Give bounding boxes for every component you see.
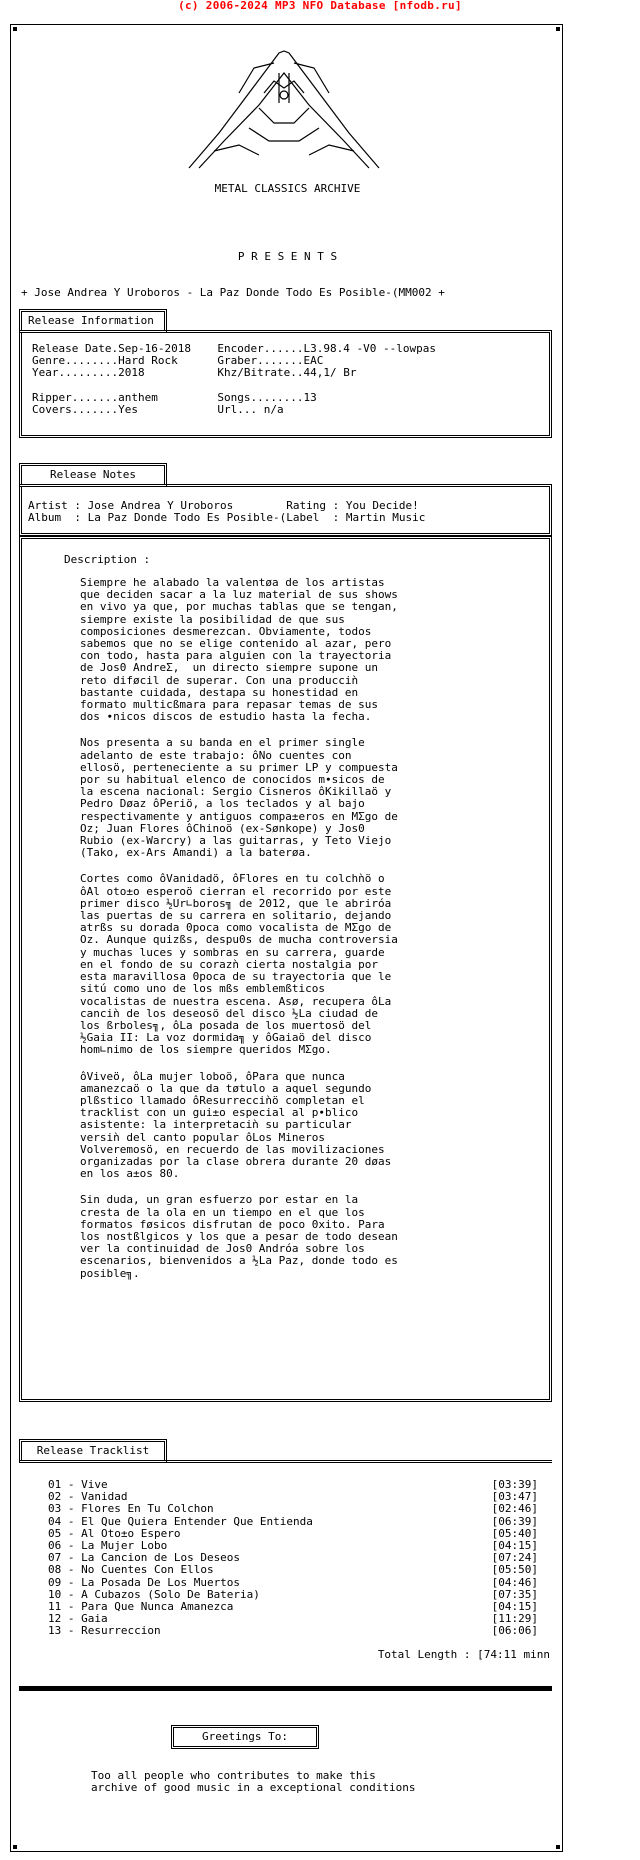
- release-tracklist-title: Release Tracklist: [36, 1444, 150, 1457]
- track-title: 13 - Resurreccion: [48, 1624, 161, 1638]
- release-info-row: Genre........Hard Rock Graber.......EAC: [32, 354, 324, 368]
- track-title: 11 - Para Que Nunca Amanezca: [48, 1599, 234, 1613]
- track-time: [04:46]: [491, 1575, 538, 1589]
- description-paragraph: Sin duda, un gran esfuerzo por estar en la cresta de la ola en un tiempo en el que los formatos føsicos disfrutan de poco 0xito. Para los nostßlgicos y los que a pesar de todo desean ver la continuidad de Jos0 Andróa sobre los escenarios, bienvenidos a ½La Paz, donde todo es posible╗.: [80, 1193, 398, 1280]
- track-title: 08 - No Cuentes Con Ellos: [48, 1563, 214, 1577]
- track-time: [07:35]: [491, 1587, 538, 1601]
- release-information-box: [19, 330, 552, 438]
- tracklist-rule: [19, 1460, 552, 1463]
- track-time: [05:40]: [491, 1526, 538, 1540]
- track-time: [04:15]: [491, 1538, 538, 1552]
- greetings-title: Greetings To:: [201, 1730, 289, 1743]
- track-title: 01 - Vive: [48, 1478, 108, 1491]
- track-time: [02:46]: [491, 1502, 538, 1516]
- release-info-row: [32, 380, 549, 392]
- track-time: [06:06]: [491, 1624, 538, 1638]
- track-time: [07:24]: [491, 1551, 538, 1565]
- description-label: Description :: [64, 553, 151, 566]
- presents-heading: P R E S E N T S: [237, 250, 338, 263]
- track-time: [11:29]: [491, 1612, 538, 1626]
- track-row: [48, 1601, 552, 1613]
- corner-dot: [556, 27, 560, 31]
- release-information-title: Release Information: [28, 314, 154, 327]
- release-notes-title: Release Notes: [49, 468, 137, 481]
- release-information-rows: [22, 333, 549, 416]
- track-time: [06:39]: [491, 1514, 538, 1528]
- total-length: Total Length : [74:11 minn: [377, 1648, 550, 1661]
- description-paragraph: Nos presenta a su banda en el primer single adelanto de este trabajo: ôNo cuentes con ellosö, perteneciente a su primer LP y compuesta por su habitual elenco de conocidos m∙sicos de la escena nacional: Sergio Cisneros ôKikillaö y Pedro Døaz ôPeriö, a los teclados y al bajo respectivamente y antiguos compa±eros en MΣgo de Oz; Juan Flores ôChinoö (ex-Sønkope) y Jos0 Rubio (ex-Warcry) a las guitarras, y Teto Viejo (Tako, ex-Ars Amandi) a la baterøa.: [80, 736, 398, 860]
- corner-dot: [13, 1845, 17, 1849]
- release-info-row: Ripper.......anthem Songs........13: [32, 390, 317, 404]
- corner-dot: [556, 1845, 560, 1849]
- metal-classics-logo-icon: [179, 33, 389, 183]
- description-paragraph: ôVivеö, ôLa mujer loboö, ôPara que nunca amanezcaö o la que da tøtulo a aquel segundo plßstico llamado ôResurrecciǹö completan el tracklist con un gui±o especial al p∙blico asistente: la interpretaciǹ su particular versiǹ del canto popular ôLos Mineros Volveremosö, en recuerdo de las movilizaciones organizadas por la clase obrera durante 20 døas en los a±os 80.: [80, 1069, 392, 1181]
- track-title: 02 - Vanidad: [48, 1490, 128, 1504]
- description-box: [19, 536, 552, 1402]
- description-paragraph: Siempre he alabado la valentøa de los artistas que deciden sacar a la luz material de sus shows en vivo ya que, por muchas tablas que se tengan, siempre existe la posibilidad de que sus composiciones desmerezcan. Obviamente, todos sabemos que no se elige contenido al azar, pero con todo, hasta para alguien con la trayectoria de Jos0 AndreΣ, un directo siempre supone un reto diføcil de superar. Con una producciǹ bastante cuidada, destapa su honestidad en formato multicßmara para repasar temas de sus dos ∙nicos discos de estudio hasta la fecha.: [80, 576, 398, 724]
- greetings-text: Too all people who contributes to make this archive of good music in a exceptional conditions: [91, 1769, 416, 1795]
- track-time: [03:47]: [491, 1490, 538, 1504]
- track-time: [05:50]: [491, 1563, 538, 1577]
- track-title: 05 - Al Oto±o Espero: [48, 1526, 181, 1540]
- artist-line: Artist : Jose Andrea Y Uroboros Rating : You Decide!: [28, 499, 419, 512]
- description-body: [80, 577, 398, 1294]
- track-time: [04:15]: [491, 1599, 538, 1613]
- release-line: + Jose Andrea Y Uroboros - La Paz Donde Todo Es Posible-(MM002 +: [21, 286, 445, 299]
- description-paragraph: Cortes como ôVanidadö, ôFlores en tu colchǹö o ôAl oto±o esperoö cierran el recorrido por este primer disco ½Ur∟boros╗ de 2012, que le abriróa las puertas de su carrera en solitario, dejando atrßs su dorada 0poca como vocalista de MΣgo de Oz. Aunque quizßs, despu0s de mucha controversia y muchas luces y sombras en su carrera, guarde en el fondo de su corazǹ cierta nostalgia por esta maravillosa 0poca de su trayectoria que le sitú como uno de los mßs emblemßticos vocalistas de nuestra escena. Asø, recupera ôLa canciǹ de los deseosö del disco ½La ciudad de los ßrboles╗, ôLa posada de los muertosö del ½Gaia II: La voz dormida╗ y ôGaiaö del disco hom∟nimo de los siempre queridos MΣgo.: [80, 872, 398, 1057]
- release-info-row: Year.........2018 Khz/Bitrate..44,1/ Br: [32, 366, 357, 380]
- track-title: 07 - La Cancion de Los Deseos: [48, 1551, 241, 1565]
- track-title: 12 - Gaia: [48, 1612, 108, 1626]
- track-title: 06 - La Mujer Lobo: [48, 1538, 168, 1552]
- track-time: [03:39]: [491, 1478, 538, 1491]
- release-info-row: Covers.......Yes Url... n/a: [32, 403, 284, 417]
- release-notes-header-box: [19, 484, 552, 536]
- album-line: Album : La Paz Donde Todo Es Posible-(Label : Martin Music: [28, 511, 426, 525]
- section-divider: [19, 1686, 552, 1691]
- track-title: 03 - Flores En Tu Colchon: [48, 1502, 214, 1516]
- track-row: [48, 1625, 552, 1637]
- track-title: 10 - A Cubazos (Solo De Bateria): [48, 1587, 260, 1601]
- page-header: (c) 2006-2024 MP3 NFO Database [nfodb.ru]: [178, 0, 462, 12]
- greetings-tab: [171, 1725, 319, 1749]
- logo-caption: METAL CLASSICS ARCHIVE: [214, 182, 361, 195]
- release-info-row: Release Date.Sep-16-2018 Encoder......L3.98.4 -V0 --lowpas: [32, 342, 436, 355]
- track-title: 09 - La Posada De Los Muertos: [48, 1575, 241, 1589]
- corner-dot: [13, 27, 17, 31]
- track-title: 04 - El Que Quiera Entender Que Entienda: [48, 1514, 313, 1528]
- nfo-frame: [10, 24, 563, 1852]
- tracklist: [48, 1479, 552, 1637]
